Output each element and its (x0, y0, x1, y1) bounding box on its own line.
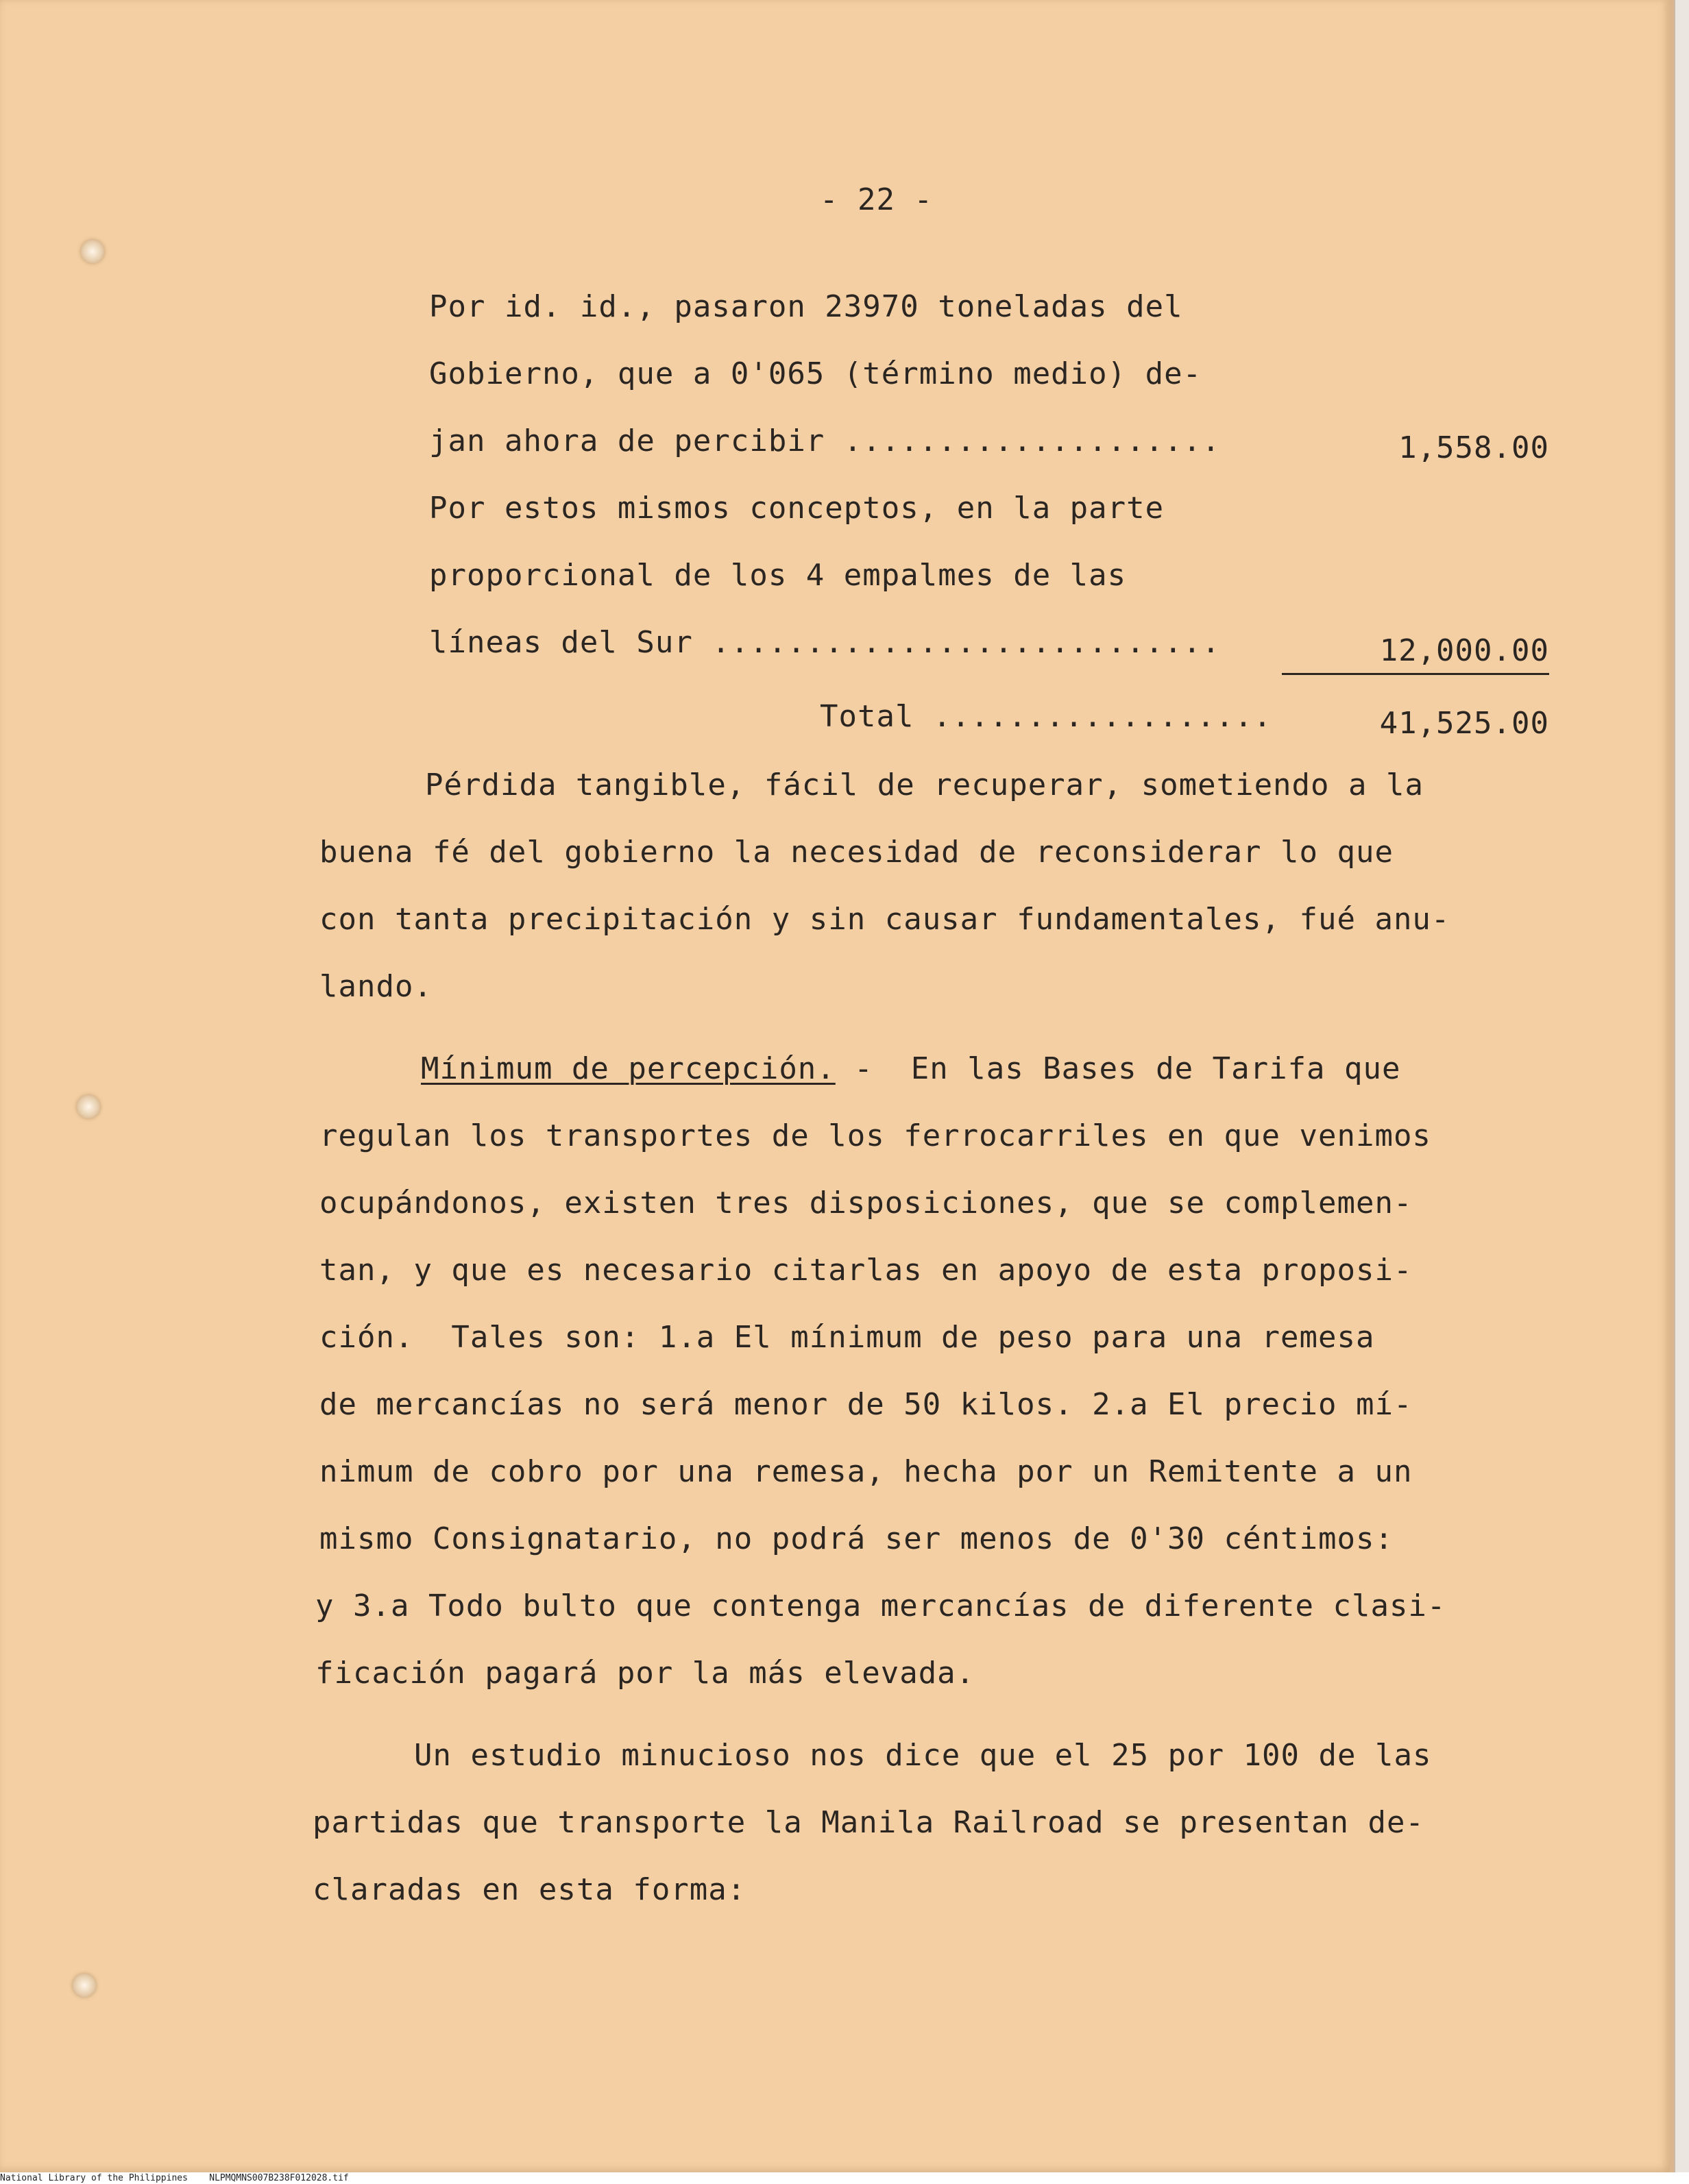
binder-hole-top (81, 240, 104, 263)
paragraph2-line-3: ocupándonos, existen tres disposiciones, que se complemen- (319, 1186, 1413, 1220)
paragraph2-line-1 (421, 1051, 1401, 1086)
paragraph2-line-2: regulan los transportes de los ferrocarriles en que venimos (319, 1118, 1431, 1153)
paragraph2-line-8: mismo Consignatario, no podrá ser menos de 0'30 céntimos: (319, 1521, 1394, 1556)
total-amount: 41,525.00 (1379, 706, 1549, 741)
paragraph3-line-1: Un estudio minucioso nos dice que el 25 por 100 de las (414, 1738, 1432, 1773)
paragraph1-line-4: lando. (319, 969, 433, 1004)
section-heading: Mínimum de percepción. (421, 1051, 836, 1086)
paragraph2-line-5: ción. Tales son: 1.a El mínimum de peso para una remesa (319, 1320, 1375, 1355)
paragraph1-line-2: buena fé del gobierno la necesidad de reconsiderar lo que (319, 835, 1394, 870)
footer-library: National Library of the Philippines (0, 2173, 188, 2183)
binder-hole-bottom (73, 1974, 96, 1997)
block1-line-6: líneas del Sur ........................... (429, 625, 1221, 660)
scan-footer (0, 2172, 1689, 2184)
block1-line-2: Gobierno, que a 0'065 (término medio) de- (429, 356, 1202, 391)
subtotal-rule (1282, 673, 1549, 675)
amount-2: 12,000.00 (1379, 633, 1549, 668)
paragraph2-line-10: ficación pagará por la más elevada. (315, 1656, 975, 1691)
block1-line-4: Por estos mismos conceptos, en la parte (429, 491, 1165, 526)
paragraph1-line-3: con tanta precipitación y sin causar fundamentales, fué anu- (319, 902, 1450, 937)
paragraph1-line-1: Pérdida tangible, fácil de recuperar, sometiendo a la (425, 768, 1424, 802)
binder-hole-middle (77, 1095, 100, 1118)
paragraph2-line-7: nimum de cobro por una remesa, hecha por un Remitente a un (319, 1454, 1413, 1489)
paragraph3-line-2: partidas que transporte la Manila Railroad se presentan de- (313, 1805, 1424, 1840)
block1-line-5: proporcional de los 4 empalmes de las (429, 558, 1127, 593)
total-label: Total .................. (820, 699, 1272, 734)
paragraph2-line-4: tan, y que es necesario citarlas en apoyo de esta proposi- (319, 1253, 1413, 1288)
paragraph2-line-1-rest: - En las Bases de Tarifa que (835, 1051, 1401, 1086)
page-number: - 22 - (820, 182, 933, 217)
footer-file-id: NLPMQMNS007B238F012028.tif (209, 2173, 349, 2183)
block1-line-1: Por id. id., pasaron 23970 toneladas del (429, 289, 1183, 324)
amount-1: 1,558.00 (1398, 430, 1549, 465)
page-edge (1674, 0, 1689, 2172)
paragraph3-line-3: claradas en esta forma: (313, 1872, 746, 1907)
paragraph2-line-9: y 3.a Todo bulto que contenga mercancías de diferente clasi- (315, 1588, 1446, 1623)
paragraph2-line-6: de mercancías no será menor de 50 kilos. 2.a El precio mí- (319, 1387, 1413, 1422)
block1-line-3: jan ahora de percibir .................... (429, 424, 1221, 458)
